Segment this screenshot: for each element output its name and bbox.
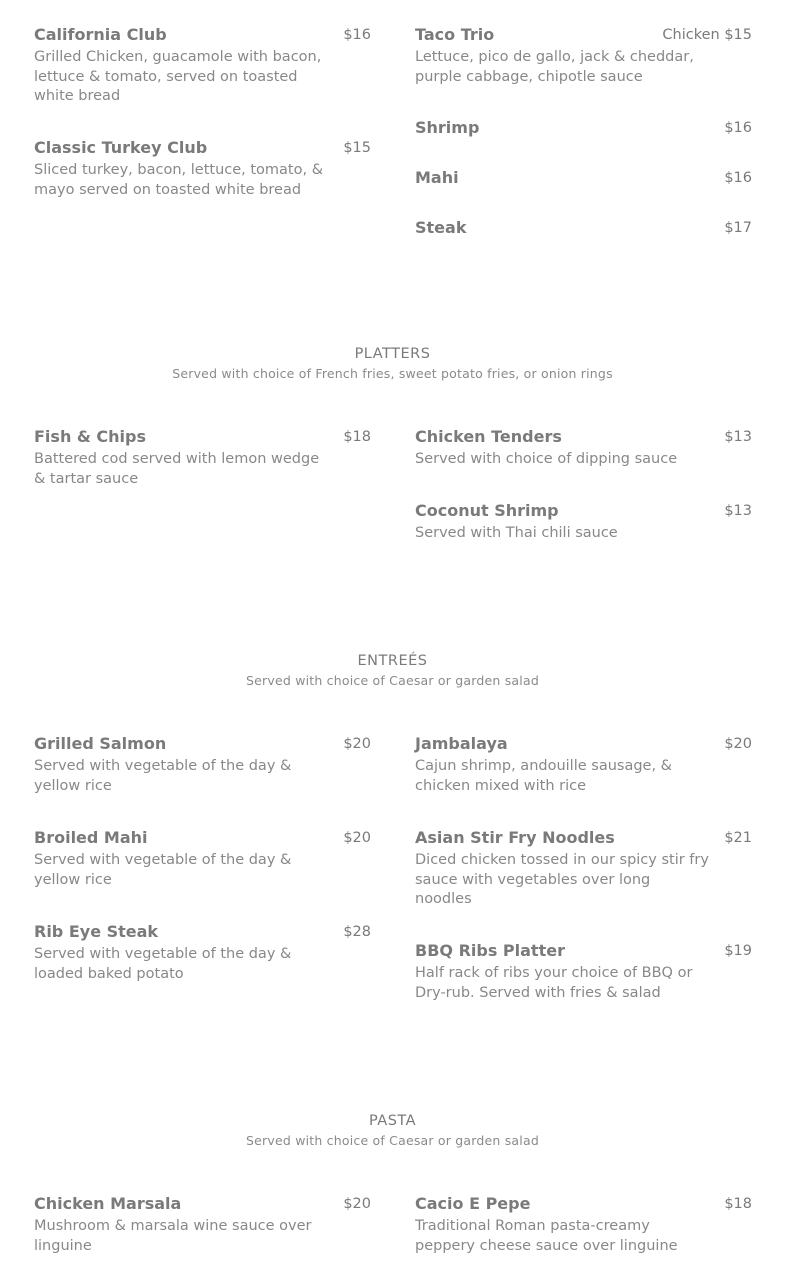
item-name: Chicken Tenders [415, 427, 562, 446]
item-description: Served with choice of dipping sauce [415, 451, 678, 467]
item-name: Asian Stir Fry Noodles [415, 828, 615, 847]
item-price: $13 [724, 429, 752, 445]
item-name: Coconut Shrimp [415, 501, 559, 520]
item-price: $20 [343, 736, 371, 752]
item-price: $13 [724, 503, 752, 519]
item-name: Cacio E Pepe [415, 1194, 531, 1213]
item-price: $20 [724, 736, 752, 752]
item-name: Broiled Mahi [34, 828, 148, 847]
item-description: Served with Thai chili sauce [415, 525, 618, 541]
section-subtitle-entrees: Served with choice of Caesar or garden salad [246, 673, 539, 688]
item-name: Taco Trio [415, 25, 495, 44]
item-description: Half rack of ribs your choice of BBQ or Dry-rub. Served with fries & salad [415, 965, 693, 1001]
item-price: $16 [724, 170, 752, 186]
item-name: Shrimp [415, 118, 480, 137]
item-name: Jambalaya [415, 734, 508, 753]
item-name: Grilled Salmon [34, 734, 167, 753]
item-description: Traditional Roman pasta-creamy peppery cheese sauce over linguine [415, 1218, 678, 1254]
item-price: $19 [724, 943, 752, 959]
item-name: Steak [415, 218, 467, 237]
item-description: Diced chicken tossed in our spicy stir fry sauce with vegetables over long noodles [415, 852, 709, 907]
item-price: $16 [724, 120, 752, 136]
item-price: $20 [343, 1196, 371, 1212]
item-price: $17 [724, 220, 752, 236]
item-description: Served with vegetable of the day & yellow rice [34, 852, 292, 888]
item-price: $18 [724, 1196, 752, 1212]
item-name: Chicken Marsala [34, 1194, 182, 1213]
item-description: Cajun shrimp, andouille sausage, & chicken mixed with rice [415, 758, 672, 794]
section-subtitle-platters: Served with choice of French fries, sweet potato fries, or onion rings [172, 366, 613, 381]
item-name: Fish & Chips [34, 427, 147, 446]
item-description: Served with vegetable of the day & yellow rice [34, 758, 292, 794]
section-title-pasta: PASTA [368, 1113, 417, 1129]
item-description: Battered cod served with lemon wedge & tartar sauce [34, 451, 320, 487]
item-description: Sliced turkey, bacon, lettuce, tomato, & mayo served on toasted white bread [34, 162, 324, 198]
section-title-platters: PLATTERS [354, 346, 431, 362]
item-description: Served with vegetable of the day & loaded baked potato [34, 946, 292, 982]
section-title-entrees: ENTREÉS [357, 653, 428, 669]
item-description: Grilled Chicken, guacamole with bacon, lettuce & tomato, served on toasted white bread [34, 49, 322, 104]
item-price: $28 [343, 924, 371, 940]
item-name: Mahi [415, 168, 459, 187]
item-name: BBQ Ribs Platter [415, 941, 565, 960]
item-price: Chicken $15 [662, 27, 752, 43]
item-description: Mushroom & marsala wine sauce over linguine [34, 1218, 312, 1254]
item-price: $16 [343, 27, 371, 43]
section-subtitle-pasta: Served with choice of Caesar or garden salad [246, 1133, 539, 1148]
item-price: $21 [724, 830, 752, 846]
item-price: $18 [343, 429, 371, 445]
item-description: Lettuce, pico de gallo, jack & cheddar, purple cabbage, chipotle sauce [415, 49, 694, 85]
item-name: Classic Turkey Club [34, 138, 208, 157]
item-name: Rib Eye Steak [34, 922, 159, 941]
item-price: $15 [343, 140, 371, 156]
item-price: $20 [343, 830, 371, 846]
item-name: California Club [34, 25, 167, 44]
